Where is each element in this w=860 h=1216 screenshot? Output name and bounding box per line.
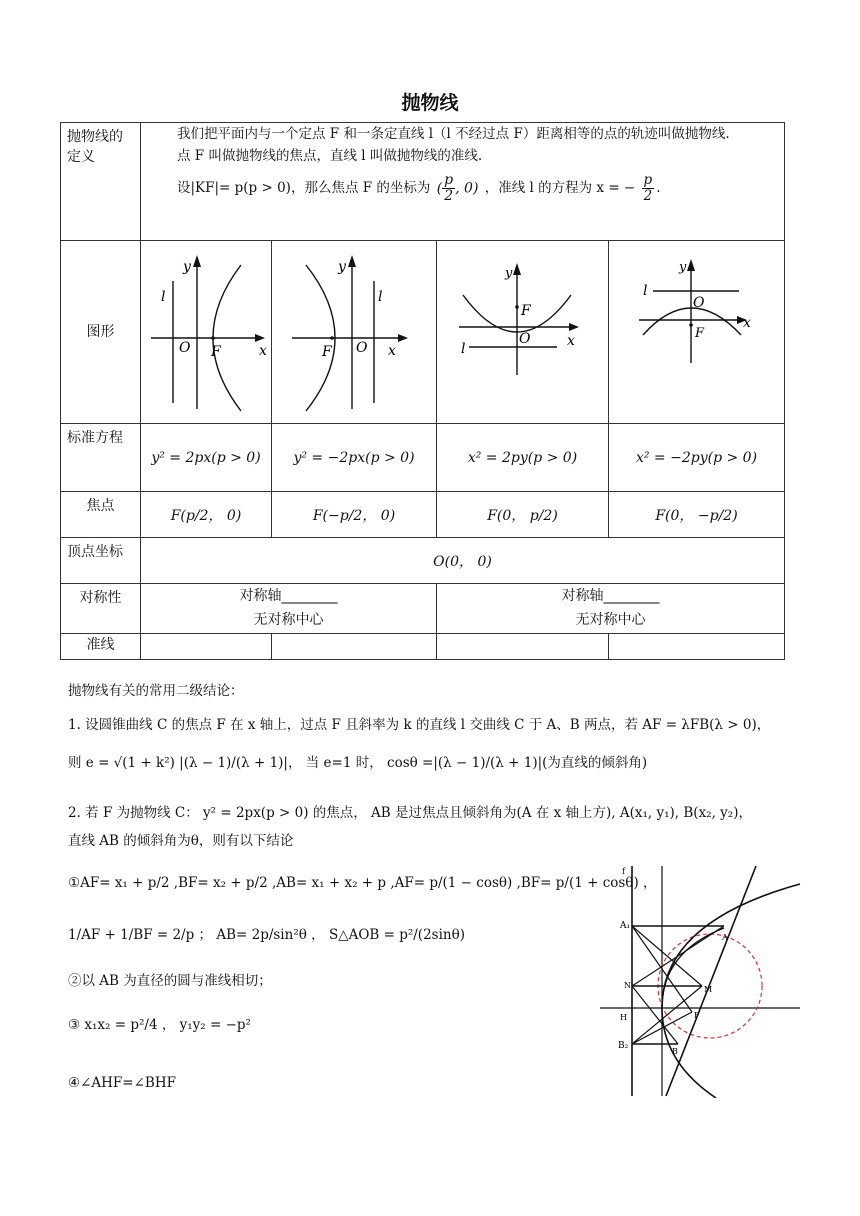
- y-label: y: [338, 259, 346, 275]
- directrix-label: l: [161, 289, 166, 305]
- x-label: x: [259, 343, 267, 359]
- definition-line-1: 我们把平面内与一个定点 F 和一条定直线 l（l 不经过点 F）距离相等的点的轨迹叫做抛物线.: [177, 126, 730, 142]
- focus-3: F(0， p/2): [437, 492, 609, 538]
- symmetry-left-axis: 对称轴________: [239, 588, 338, 604]
- symmetry-label: 对称性: [61, 584, 141, 634]
- vertex-value: O(0， 0): [141, 538, 785, 584]
- equation-3: x² = 2py(p > 0): [437, 424, 609, 492]
- focus-4: F(0， −p/2): [609, 492, 785, 538]
- definition-label: 抛物线的定义: [61, 123, 141, 241]
- parabola-inner: [662, 928, 724, 1008]
- focus-label: F: [695, 326, 705, 341]
- definition-line-3-mid: ，准线 l 的方程为 x = −: [484, 180, 636, 196]
- focal-chord-figure: [596, 862, 802, 1098]
- symmetry-right: [437, 584, 785, 634]
- label-n: N: [624, 981, 631, 990]
- definition-line-2: 点 F 叫做抛物线的焦点，直线 l 叫做抛物线的准线.: [177, 148, 483, 164]
- y-arrow: [687, 259, 695, 271]
- definition-line-3: [141, 167, 784, 204]
- definition-cell: [141, 123, 785, 241]
- definition-line-3-end: .: [656, 180, 661, 196]
- note-2-line-b: 直线 AB 的倾斜角为θ，则有以下结论: [68, 833, 294, 849]
- note-1-line-b: 则 e = √(1 + k²) |(λ − 1)/(λ + 1)|， 当 e=1 时， cosθ =|(λ − 1)/(λ + 1)|(为直线的倾斜角): [68, 755, 648, 771]
- origin-label: O: [179, 340, 191, 356]
- conclusion-4: ④∠AHF=∠BHF: [68, 1075, 176, 1091]
- x-label: x: [743, 315, 751, 331]
- n-a-line: [632, 926, 724, 986]
- directrix-label: l: [461, 341, 466, 357]
- focus-label: F: [322, 344, 332, 360]
- definition-line-3-prefix: 设|KF|= p(p > 0)，那么焦点 F 的坐标为: [177, 180, 431, 196]
- equation-1: y² = 2px(p > 0): [141, 424, 272, 492]
- origin-label: O: [693, 295, 705, 311]
- figure-right-open: [141, 241, 272, 424]
- figure-down-open: [609, 241, 785, 424]
- symmetry-right-center: 无对称中心: [575, 612, 646, 628]
- figure-label: 图形: [61, 241, 141, 424]
- note-2-line-a: 2. 若 F 为抛物线 C： y² = 2px(p > 0) 的焦点， AB 是过焦点且倾斜角为(A 在 x 轴上方), A(x₁, y₁), B(x₂, y₂)，: [68, 805, 752, 821]
- focus-point: [211, 336, 215, 340]
- parabola-table: [60, 122, 785, 660]
- parabola-left-graph: [272, 241, 436, 419]
- directrix-label: l: [378, 289, 383, 305]
- focus-1: F(p/2， 0): [141, 492, 272, 538]
- vertex-label: 顶点坐标: [61, 538, 141, 584]
- y-label: y: [183, 259, 191, 275]
- conclusion-1: ①AF= x₁ + p/2 ,BF= x₂ + p/2 ,AB= x₁ + x₂ + p ,AF= p/(1 − cosθ) ,BF= p/(1 + cosθ) ，: [68, 875, 657, 891]
- directrix-cell-2: [272, 634, 437, 660]
- x-arrow: [569, 323, 579, 331]
- directrix-fraction: $\frac{p}{2}$: [643, 172, 653, 204]
- page-title: 抛物线: [401, 92, 459, 114]
- y-arrow: [193, 255, 201, 267]
- parabola-curve: [643, 308, 741, 335]
- origin-label: O: [519, 331, 531, 347]
- directrix-label: l: [643, 283, 648, 299]
- focus-point: [330, 336, 334, 340]
- label-m: M: [704, 985, 713, 994]
- figure-up-open: [437, 241, 609, 424]
- equation-label: 标准方程: [61, 424, 141, 492]
- y-label: y: [679, 260, 687, 275]
- label-b2: B₂: [618, 1041, 629, 1051]
- parabola-curve: [662, 884, 800, 1098]
- n-b-line: [632, 986, 678, 1044]
- origin-label: O: [356, 340, 368, 356]
- conclusion-1b: 1/AF + 1/BF = 2/p ； AB= 2p/sin²θ ， S△AOB = p²/(2sinθ): [68, 927, 465, 943]
- label-f-top: f: [622, 867, 625, 876]
- x-arrow: [398, 334, 408, 342]
- notes-heading: 抛物线有关的常用二级结论：: [68, 683, 244, 699]
- focus-fraction: ( $\frac{p}{2}$ , 0): [436, 172, 479, 204]
- x-label: x: [388, 343, 396, 359]
- directrix-cell-3: [437, 634, 609, 660]
- y-arrow: [513, 263, 521, 275]
- symmetry-right-axis: 对称轴________: [561, 588, 660, 604]
- focus-label: F: [521, 303, 531, 319]
- chord-line: [666, 866, 756, 1096]
- focus-2: F(−p/2， 0): [272, 492, 437, 538]
- directrix-cell-1: [141, 634, 272, 660]
- x-arrow: [255, 334, 265, 342]
- x-label: x: [567, 333, 575, 349]
- label-a: A: [722, 933, 728, 942]
- directrix-cell-4: [609, 634, 785, 660]
- focus-row-label: 焦点: [61, 492, 141, 538]
- focus-point: [689, 323, 693, 327]
- symmetry-left: [141, 584, 437, 634]
- conclusion-3: ③ x₁x₂ = p²/4 ， y₁y₂ = −p²: [68, 1017, 251, 1033]
- label-h: H: [620, 1013, 627, 1022]
- symmetry-left-center: 无对称中心: [253, 612, 324, 628]
- y-label: y: [505, 266, 513, 281]
- conclusion-2: ②以 AB 为直径的圆与准线相切；: [68, 973, 272, 989]
- figure-left-open: [272, 241, 437, 424]
- y-arrow: [348, 255, 356, 267]
- b2-m-line: [632, 986, 702, 1044]
- label-a1: A₁: [620, 921, 631, 931]
- parabola-up-graph: [437, 241, 607, 419]
- label-f: F: [694, 1011, 700, 1020]
- directrix-row-label: 准线: [61, 634, 141, 660]
- parabola-right-graph: [141, 241, 271, 419]
- focus-point: [515, 305, 519, 309]
- equation-4: x² = −2py(p > 0): [609, 424, 785, 492]
- equation-2: y² = −2px(p > 0): [272, 424, 437, 492]
- parabola-down-graph: [609, 241, 784, 419]
- focus-label: F: [211, 344, 221, 360]
- note-1-line-a: 1. 设圆锥曲线 C 的焦点 F 在 x 轴上，过点 F 且斜率为 k 的直线 l 交曲线 C 于 A、B 两点，若 AF = λFB(λ > 0)，: [68, 717, 771, 733]
- label-b: B: [672, 1047, 678, 1056]
